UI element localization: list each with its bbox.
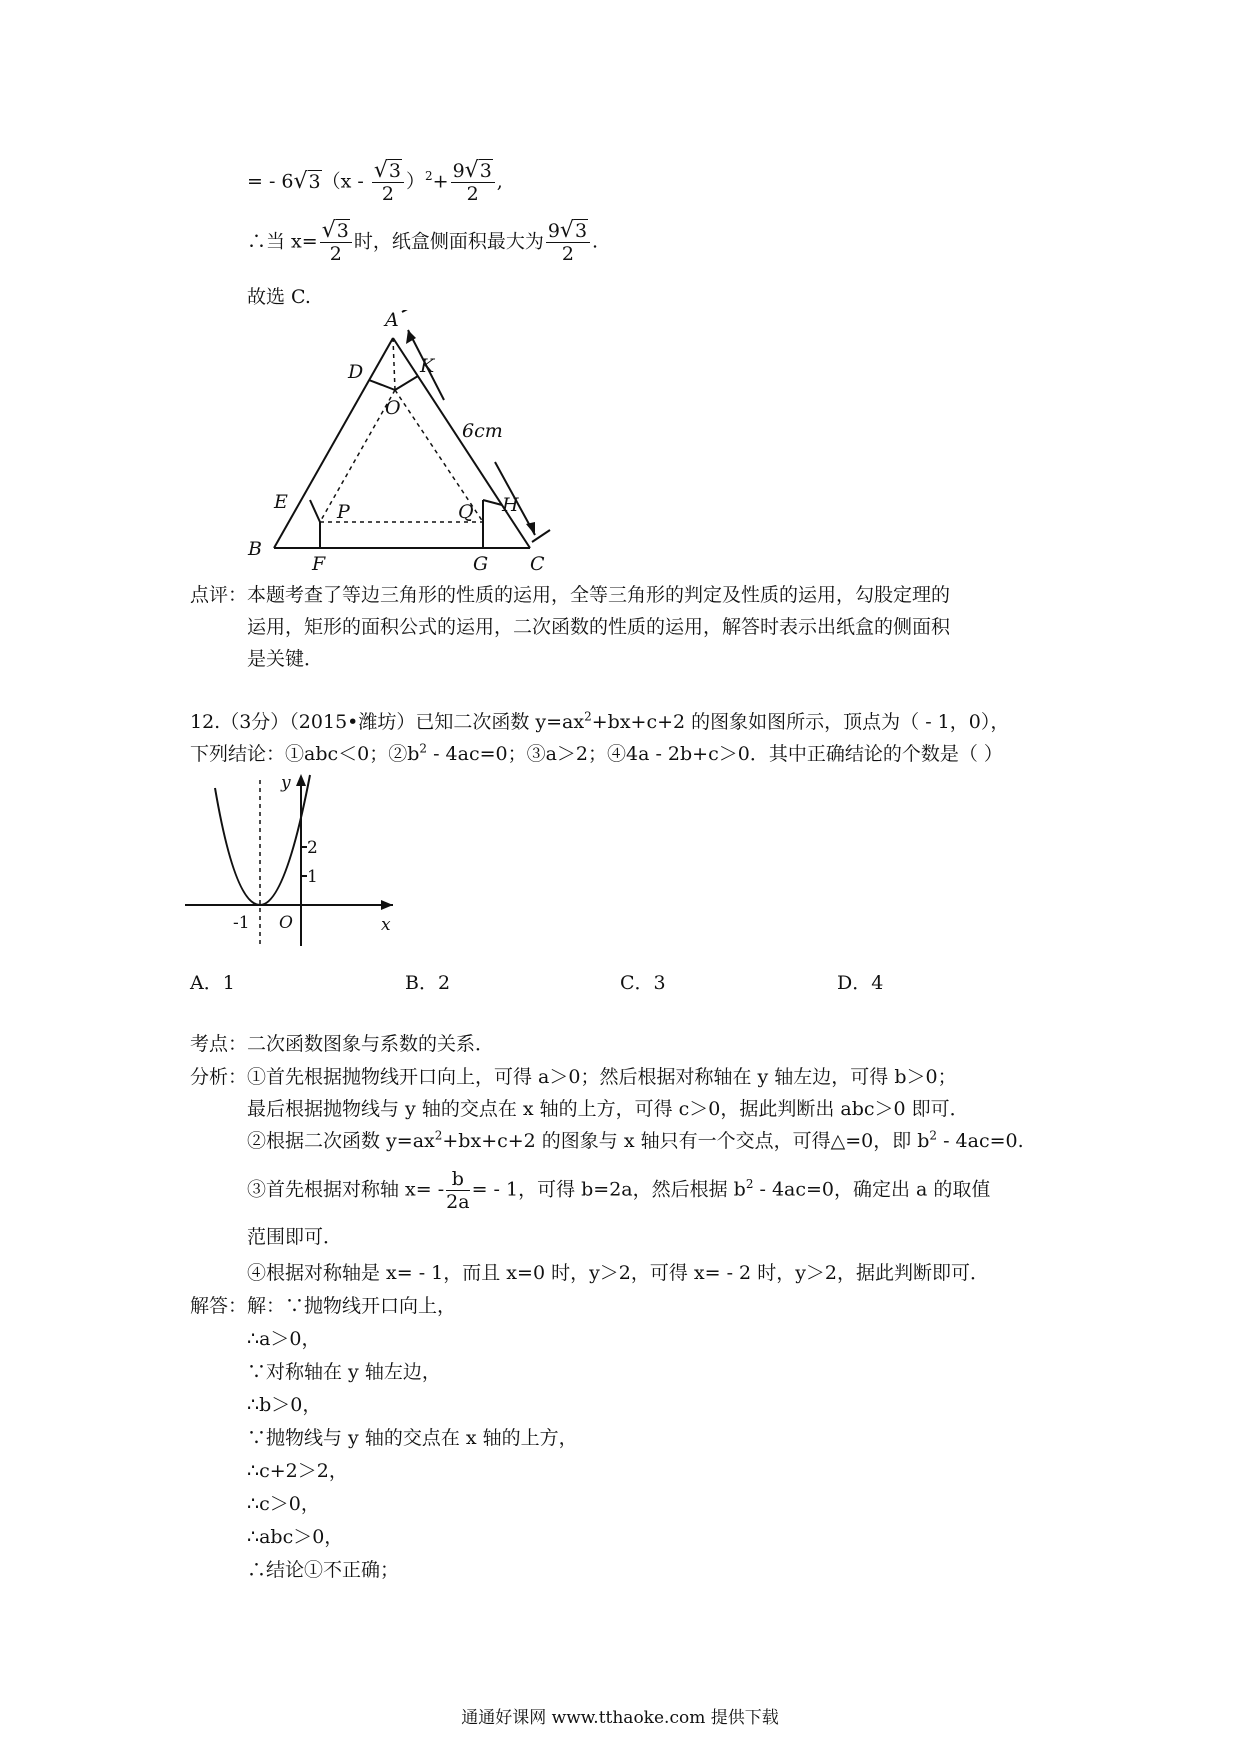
sqrt-radicand: 3 — [308, 170, 321, 193]
label-a: A — [385, 310, 399, 331]
formula-line-2 — [247, 220, 598, 265]
question-text: +bx+c+2 的图象如图所示，顶点为（ - 1，0）， — [591, 711, 1010, 733]
cut-e — [310, 500, 320, 522]
sqrt-radicand: 3 — [574, 220, 588, 242]
label-k: K — [420, 355, 435, 377]
fenxi-text: - 4ac=0，确定出 a 的取值 — [753, 1178, 991, 1201]
jieda-line-4: ∴b＞0， — [247, 1394, 322, 1416]
formula-text: = - 6 — [247, 170, 294, 193]
exponent: 2 — [745, 1177, 754, 1192]
fenxi-text: ③首先根据对称轴 x= - — [247, 1178, 445, 1201]
fraction-numerator: b — [446, 1168, 469, 1191]
formula-text: ∴当 x= — [247, 230, 318, 253]
option-d[interactable]: D．4 — [837, 972, 884, 994]
formula-text: ） — [405, 170, 425, 193]
sqrt: √3 — [293, 168, 321, 194]
label-d: D — [348, 361, 364, 383]
triangle-figure — [240, 310, 580, 580]
jieda-line-9: ∴结论①不正确； — [247, 1559, 400, 1581]
x-arrow — [381, 900, 393, 910]
sqrt-radicand: 3 — [336, 220, 349, 242]
jieda-label: 解答： — [190, 1295, 248, 1317]
option-c[interactable]: C．3 — [620, 972, 666, 994]
tick-label-minus1: -1 — [233, 913, 250, 933]
fenxi-line-4 — [247, 1168, 990, 1213]
fraction-denominator: 2 — [561, 243, 574, 265]
fraction-denominator: 2a — [446, 1191, 470, 1213]
question-12-line-2 — [190, 742, 1003, 766]
label-x: x — [381, 915, 391, 935]
exponent: 2 — [419, 741, 428, 756]
label-y: y — [281, 773, 291, 793]
fraction: $\frac{√3}{2}$ — [372, 160, 404, 205]
fenxi-text: ①首先根据抛物线开口向上，可得 a＞0；然后根据对称轴在 y 轴左边，可得 b＞0； — [247, 1066, 957, 1088]
option-b[interactable]: B．2 — [405, 972, 451, 994]
coefficient: 9 — [452, 160, 465, 182]
fraction: $\frac{9√3}{2}$ — [546, 220, 590, 265]
label-p: P — [337, 501, 350, 523]
jieda-line-1 — [190, 1294, 456, 1318]
question-text: 12.（3分）（2015•潍坊）已知二次函数 y=ax — [190, 711, 585, 733]
comment-line-1 — [190, 583, 950, 607]
comment-label: 点评： — [190, 584, 248, 606]
comment-line-3: 是关键． — [247, 648, 324, 670]
fraction-denominator: 2 — [466, 183, 479, 205]
formula-line-1 — [247, 160, 503, 205]
coefficient: 9 — [547, 220, 560, 242]
kaodian-line — [190, 1032, 494, 1056]
kaodian-text: 二次函数图象与系数的关系． — [247, 1033, 495, 1055]
sqrt-radicand: 3 — [479, 160, 492, 182]
formula-text: + — [432, 170, 449, 193]
formula-text: . — [592, 230, 599, 253]
tick-label-1: 1 — [307, 867, 318, 887]
fraction: $\frac{√3}{2}$ — [320, 220, 352, 265]
label-f: F — [312, 553, 326, 575]
cut-d — [369, 380, 395, 390]
fraction — [446, 1168, 469, 1213]
label-e: E — [274, 491, 288, 513]
label-c: C — [530, 553, 545, 575]
exponent: 2 — [929, 1128, 938, 1143]
tick-label-2: 2 — [307, 838, 318, 858]
formula-text: , — [496, 170, 503, 193]
fenxi-text: - 4ac=0. — [937, 1130, 1024, 1152]
jieda-line-6: ∴c+2＞2， — [247, 1460, 348, 1482]
fenxi-text: = - 1，可得 b=2a，然后根据 b — [471, 1178, 746, 1201]
fenxi-line-1 — [190, 1065, 957, 1089]
question-text: 下列结论：①abc＜0；②b — [190, 743, 420, 765]
parabola-graph — [185, 770, 405, 955]
fenxi-label: 分析： — [190, 1066, 248, 1088]
label-h: H — [502, 494, 519, 516]
side-ab — [274, 338, 393, 548]
comment-text: 本题考查了等边三角形的性质的运用，全等三角形的判定及性质的运用，勾股定理的 — [247, 584, 951, 606]
formula-text: 时，纸盒侧面积最大为 — [353, 230, 544, 253]
cut-k — [395, 376, 418, 390]
exponent: 2 — [584, 709, 592, 724]
fenxi-line-5: 范围即可． — [247, 1226, 343, 1248]
jieda-line-3: ∵对称轴在 y 轴左边， — [247, 1361, 441, 1383]
jieda-line-7: ∴c＞0， — [247, 1493, 320, 1515]
jieda-text: 解：∵抛物线开口向上， — [247, 1295, 457, 1317]
parabola-curve — [215, 775, 310, 905]
fenxi-line-3 — [247, 1129, 1024, 1153]
arrowhead-down — [526, 522, 535, 535]
label-g: G — [473, 553, 489, 575]
option-a[interactable]: A．1 — [190, 972, 235, 994]
label-q: Q — [458, 501, 474, 523]
question-text: - 4ac=0；③a＞2；④4a - 2b+c＞0．其中正确结论的个数是（ ） — [427, 743, 1003, 765]
fraction: $\frac{9√3}{2}$ — [451, 160, 495, 205]
fraction-denominator: 2 — [381, 183, 394, 205]
label-length: 6cm — [462, 420, 503, 442]
fenxi-line-6: ④根据对称轴是 x= - 1，而且 x=0 时，y＞2，可得 x= - 2 时，y＞2，据此判断即可． — [247, 1262, 990, 1284]
fenxi-text: +bx+c+2 的图象与 x 轴只有一个交点，可得△=0，即 b — [442, 1130, 930, 1152]
exponent: 2 — [434, 1128, 443, 1143]
fenxi-line-2: 最后根据抛物线与 y 轴的交点在 x 轴的上方，可得 c＞0，据此判断出 abc＞0 即可． — [247, 1098, 969, 1120]
y-arrow — [296, 774, 306, 786]
fraction-denominator: 2 — [329, 243, 342, 265]
kaodian-label: 考点： — [190, 1033, 248, 1055]
question-12-line-1 — [190, 710, 1009, 734]
comment-line-2: 运用，矩形的面积公式的运用，二次函数的性质的运用，解答时表示出纸盒的侧面积 — [247, 616, 951, 638]
formula-text: （x - — [321, 170, 370, 193]
page-footer: 通通好课网 www.tthaoke.com 提供下载 — [461, 1708, 779, 1728]
label-origin: O — [279, 913, 293, 933]
dash-op — [320, 390, 395, 522]
exponent: 2 — [425, 169, 433, 184]
sqrt-radicand: 3 — [388, 160, 401, 182]
label-b: B — [248, 538, 262, 560]
label-o: O — [385, 397, 401, 419]
jieda-line-2: ∴a＞0， — [247, 1328, 321, 1350]
dash-ao — [393, 338, 395, 390]
tick-a — [402, 310, 424, 312]
jieda-line-8: ∴abc＞0， — [247, 1526, 344, 1548]
jieda-line-5: ∵抛物线与 y 轴的交点在 x 轴的上方， — [247, 1427, 578, 1449]
fenxi-text: ②根据二次函数 y=ax — [247, 1130, 435, 1152]
answer-line: 故选 C. — [247, 286, 311, 308]
